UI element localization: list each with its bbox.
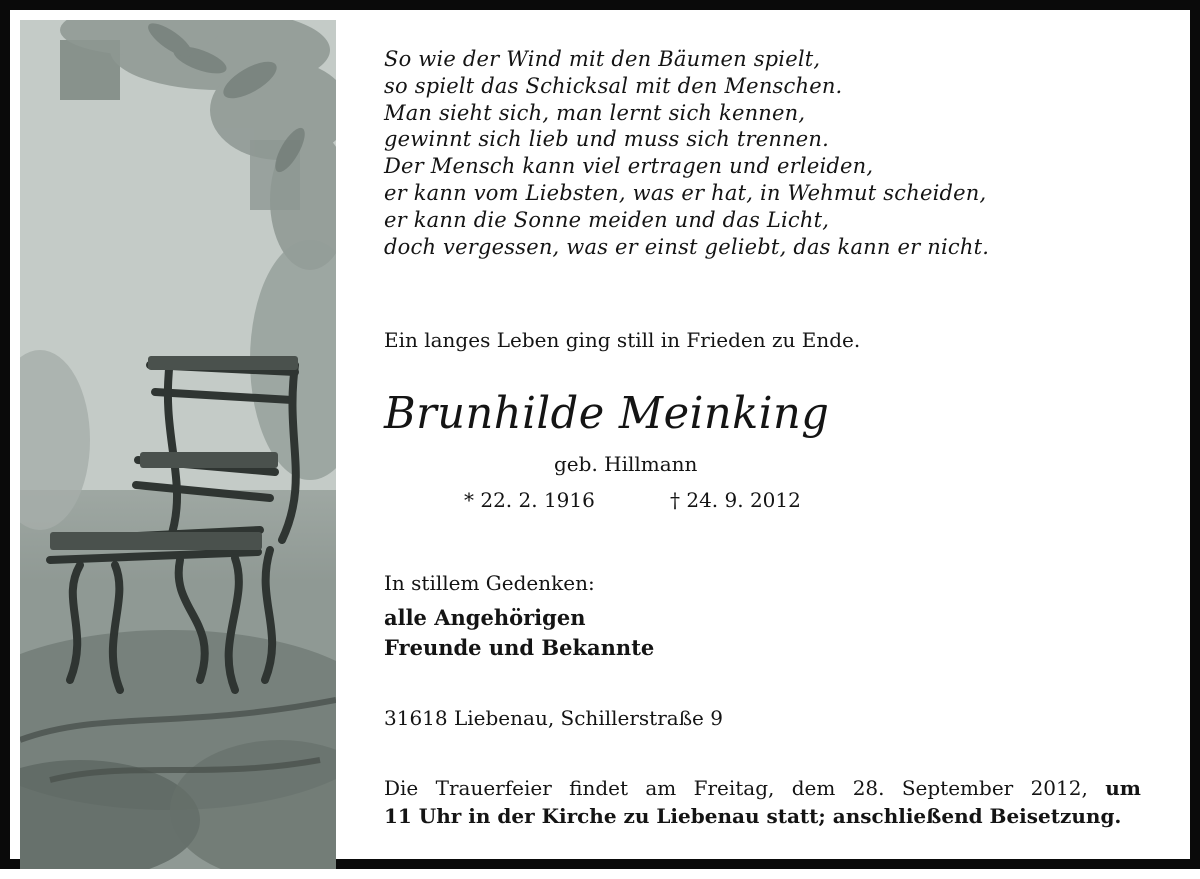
mourners-list — [384, 603, 654, 663]
funeral-word: Die — [384, 776, 419, 800]
funeral-word: Freitag, — [693, 776, 775, 800]
mourner: Freunde und Bekannte — [384, 635, 655, 660]
address: 31618 Liebenau, Schillerstraße 9 — [384, 706, 723, 730]
poem-line: So wie der Wind mit den Bäumen spielt, — [384, 47, 821, 71]
funeral-word: am — [645, 776, 677, 800]
intro-text: Ein langes Leben ging still in Frieden zu Ende. — [384, 328, 861, 352]
funeral-word: dem — [791, 776, 836, 800]
poem-line: doch vergessen, was er einst geliebt, das kann er nicht. — [384, 234, 990, 259]
funeral-word: findet — [569, 776, 629, 800]
poem-line: Man sieht sich, man lernt sich kennen, — [384, 100, 806, 125]
funeral-word: September — [901, 776, 1014, 800]
poem-line: gewinnt sich lieb und muss sich trennen. — [384, 127, 830, 152]
funeral-line-1 — [384, 774, 1141, 802]
maiden-name: geb. Hillmann — [554, 452, 698, 476]
poem — [384, 46, 989, 260]
poem-line: er kann vom Liebsten, was er hat, in Wehmut scheiden, — [384, 180, 987, 205]
funeral-notice — [384, 774, 1141, 830]
death-date: † 24. 9. 2012 — [670, 488, 801, 512]
funeral-word: Trauerfeier — [435, 776, 552, 800]
funeral-line-2: 11 Uhr in der Kirche zu Liebenau statt; anschließend Beisetzung. — [384, 804, 1122, 828]
remembrance-heading: In stillem Gedenken: — [384, 571, 595, 595]
deceased-name: Brunhilde Meinking — [384, 388, 830, 439]
poem-line: so spielt das Schicksal mit den Menschen. — [384, 73, 843, 98]
birth-date: * 22. 2. 1916 — [464, 488, 595, 512]
funeral-word-bold: um — [1105, 776, 1141, 800]
poem-line: er kann die Sonne meiden und das Licht, — [384, 207, 830, 232]
poem-line: Der Mensch kann viel ertragen und erleiden, — [384, 154, 874, 179]
funeral-word: 2012, — [1030, 776, 1088, 800]
text-column — [384, 10, 1154, 879]
bench-photo — [20, 20, 336, 869]
mourner: alle Angehörigen — [384, 605, 586, 630]
bench-illustration — [20, 20, 336, 869]
funeral-word: 28. — [852, 776, 885, 800]
